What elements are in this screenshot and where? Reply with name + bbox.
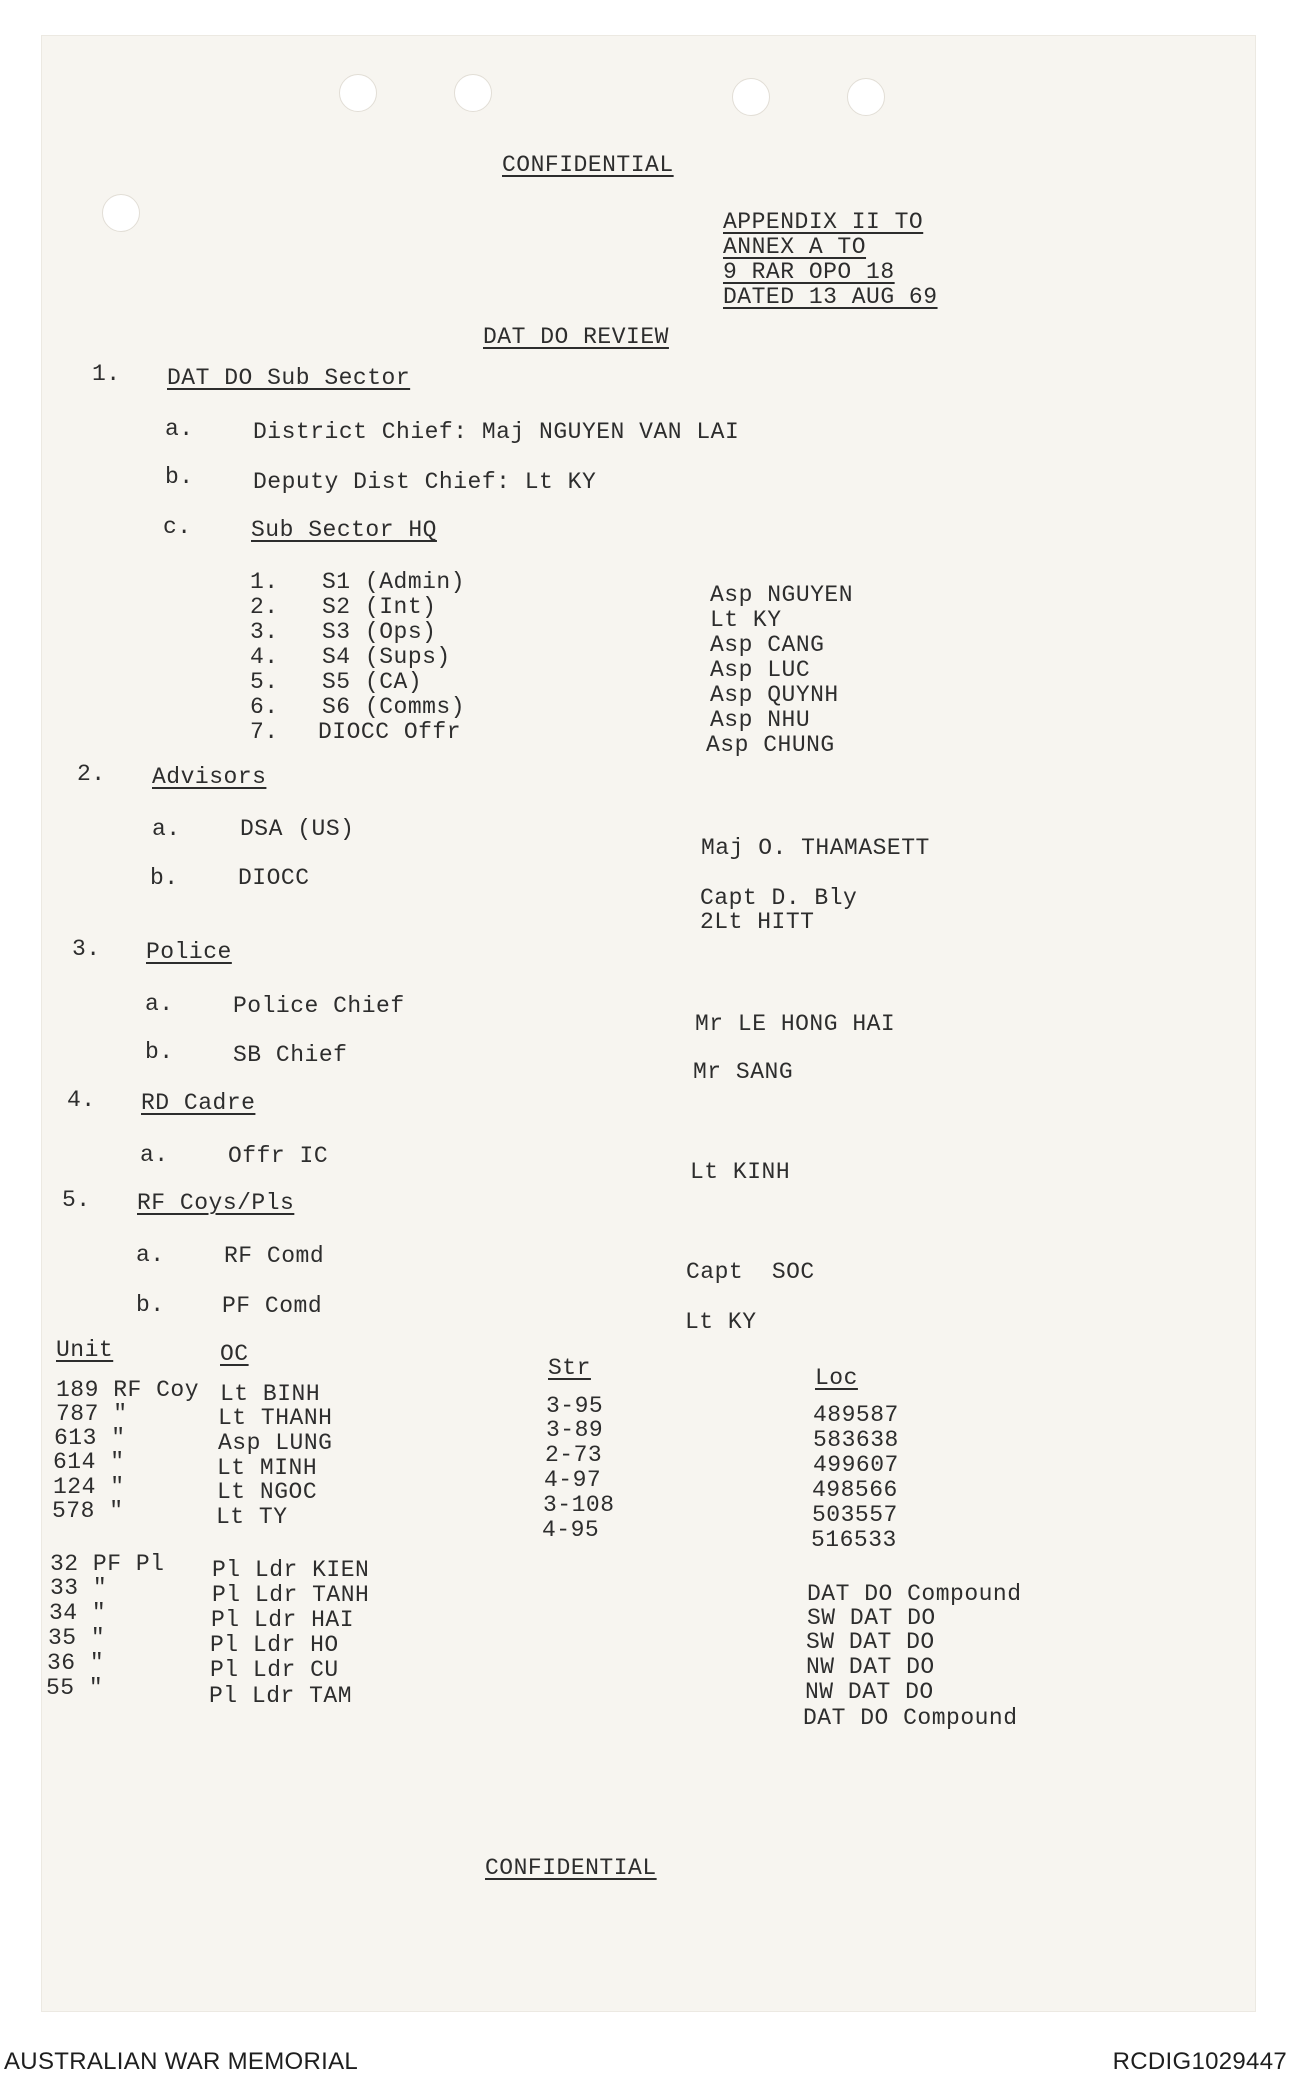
table-cell-oc: Pl Ldr HAI	[211, 1607, 355, 1633]
hq-num: 7.	[250, 719, 279, 745]
section-title: Advisors	[152, 764, 267, 790]
item-role: Police Chief	[233, 993, 405, 1019]
table-cell-oc: Pl Ldr TAM	[209, 1683, 353, 1709]
table-cell-loc: SW DAT DO	[807, 1605, 936, 1631]
hq-num: 2.	[250, 594, 279, 620]
table-cell-str: 4-95	[542, 1517, 600, 1543]
table-cell-str: 3-95	[546, 1393, 604, 1419]
hq-num: 5.	[250, 669, 279, 695]
table-cell-loc: 498566	[812, 1477, 898, 1503]
confidential-top: CONFIDENTIAL	[502, 152, 674, 178]
table-cell-oc: Pl Ldr CU	[210, 1657, 339, 1683]
item-text: District Chief: Maj NGUYEN VAN LAI	[253, 419, 740, 445]
hq-name: Asp NGUYEN	[710, 582, 854, 608]
table-cell-oc: Pl Ldr KIEN	[212, 1557, 370, 1583]
table-cell-oc: Lt BINH	[220, 1381, 321, 1407]
table-cell-oc: Lt MINH	[217, 1455, 318, 1481]
table-cell-str: 3-108	[543, 1492, 615, 1518]
confidential-bottom: CONFIDENTIAL	[485, 1855, 657, 1881]
item-role: SB Chief	[233, 1042, 348, 1068]
catalog-id: RCDIG1029447	[1112, 2048, 1287, 2075]
item-name: Mr LE HONG HAI	[695, 1011, 896, 1037]
punch-hole	[339, 74, 377, 112]
hq-name: Asp QUYNH	[710, 682, 839, 708]
hq-num: 6.	[250, 694, 279, 720]
hq-role: S1 (Admin)	[322, 569, 466, 595]
table-cell-unit: 787 "	[56, 1401, 128, 1427]
hq-role: DIOCC Offr	[318, 719, 462, 745]
table-cell-unit: 578 "	[52, 1498, 124, 1524]
item-role: PF Comd	[222, 1293, 323, 1319]
table-header-loc: Loc	[815, 1365, 858, 1391]
table-cell-loc: NW DAT DO	[806, 1654, 935, 1680]
section-number: 4.	[67, 1087, 96, 1113]
table-header-unit: Unit	[56, 1337, 114, 1363]
section-number: 1.	[92, 361, 121, 387]
hq-name: Lt KY	[710, 607, 782, 633]
table-cell-oc: Pl Ldr HO	[210, 1632, 339, 1658]
item-label: a.	[140, 1142, 169, 1168]
appendix-ref-line: ANNEX A TO	[723, 234, 867, 260]
section-number: 3.	[72, 936, 101, 962]
item-name: Mr SANG	[693, 1059, 794, 1085]
hq-role: S4 (Sups)	[322, 644, 451, 670]
item-label: a.	[165, 416, 194, 442]
table-cell-str: 4-97	[544, 1467, 602, 1493]
table-cell-loc: 583638	[813, 1427, 899, 1453]
hq-num: 3.	[250, 619, 279, 645]
table-cell-loc: 516533	[811, 1527, 897, 1553]
item-role: RF Comd	[224, 1243, 325, 1269]
table-cell-unit: 55 "	[46, 1675, 104, 1701]
table-cell-str: 3-89	[546, 1417, 604, 1443]
item-label: b.	[150, 865, 179, 891]
hq-role: S5 (CA)	[322, 669, 423, 695]
section-title: DAT DO Sub Sector	[167, 365, 411, 391]
table-cell-loc: 499607	[813, 1452, 899, 1478]
table-cell-oc: Asp LUNG	[218, 1430, 333, 1456]
item-name: Lt KY	[685, 1309, 757, 1335]
hq-name: Asp LUC	[710, 657, 811, 683]
item-name: Capt SOC	[686, 1259, 815, 1285]
punch-hole	[102, 194, 140, 232]
table-cell-str: 2-73	[545, 1442, 603, 1468]
punch-hole	[732, 78, 770, 116]
table-cell-loc: 503557	[812, 1502, 898, 1528]
item-label: b.	[136, 1292, 165, 1318]
table-cell-loc: DAT DO Compound	[807, 1581, 1022, 1607]
hq-role: S6 (Comms)	[322, 694, 466, 720]
item-label: a.	[152, 816, 181, 842]
table-cell-unit: 32 PF Pl	[50, 1551, 165, 1577]
punch-hole	[454, 74, 492, 112]
table-header-oc: OC	[220, 1341, 249, 1367]
appendix-ref-line: DATED 13 AUG 69	[723, 284, 938, 310]
document-title: DAT DO REVIEW	[483, 324, 669, 350]
table-cell-oc: Pl Ldr TANH	[212, 1582, 370, 1608]
table-cell-unit: 33 "	[50, 1575, 108, 1601]
item-name: Lt KINH	[690, 1159, 791, 1185]
subsection-title: Sub Sector HQ	[251, 517, 437, 543]
table-cell-unit: 124 "	[53, 1474, 125, 1500]
table-cell-unit: 613 "	[54, 1425, 126, 1451]
section-number: 5.	[62, 1187, 91, 1213]
institution-label: AUSTRALIAN WAR MEMORIAL	[4, 2048, 359, 2075]
item-name: 2Lt HITT	[700, 909, 815, 935]
hq-name: Asp CHUNG	[706, 732, 835, 758]
appendix-ref-line: 9 RAR OPO 18	[723, 259, 895, 285]
table-header-str: Str	[548, 1355, 591, 1381]
item-role: DSA (US)	[240, 816, 355, 842]
hq-num: 4.	[250, 644, 279, 670]
table-cell-oc: Lt THANH	[218, 1405, 333, 1431]
table-cell-loc: NW DAT DO	[805, 1679, 934, 1705]
table-cell-oc: Lt TY	[216, 1504, 288, 1530]
table-cell-unit: 35 "	[48, 1625, 106, 1651]
item-label: a.	[145, 991, 174, 1017]
punch-hole	[847, 78, 885, 116]
table-cell-loc: SW DAT DO	[806, 1629, 935, 1655]
hq-name: Asp CANG	[710, 632, 825, 658]
item-name: Capt D. Bly	[700, 885, 858, 911]
item-text: Deputy Dist Chief: Lt KY	[253, 469, 597, 495]
hq-role: S3 (Ops)	[322, 619, 437, 645]
table-cell-oc: Lt NGOC	[217, 1479, 318, 1505]
item-name: Maj O. THAMASETT	[701, 835, 930, 861]
item-label: c.	[163, 514, 192, 540]
item-label: b.	[165, 464, 194, 490]
table-cell-loc: 489587	[813, 1402, 899, 1428]
table-cell-loc: DAT DO Compound	[803, 1705, 1018, 1731]
item-label: b.	[145, 1039, 174, 1065]
item-role: DIOCC	[238, 865, 310, 891]
hq-role: S2 (Int)	[322, 594, 437, 620]
appendix-ref-line: APPENDIX II TO	[723, 209, 924, 235]
section-title: Police	[146, 939, 232, 965]
table-cell-unit: 614 "	[53, 1449, 125, 1475]
section-title: RD Cadre	[141, 1090, 256, 1116]
hq-num: 1.	[250, 569, 279, 595]
section-number: 2.	[77, 761, 106, 787]
table-cell-unit: 36 "	[47, 1650, 105, 1676]
hq-name: Asp NHU	[710, 707, 811, 733]
section-title: RF Coys/Pls	[137, 1190, 295, 1216]
item-label: a.	[136, 1242, 165, 1268]
table-cell-unit: 34 "	[49, 1600, 107, 1626]
item-role: Offr IC	[228, 1143, 329, 1169]
table-cell-unit: 189 RF Coy	[56, 1377, 200, 1403]
